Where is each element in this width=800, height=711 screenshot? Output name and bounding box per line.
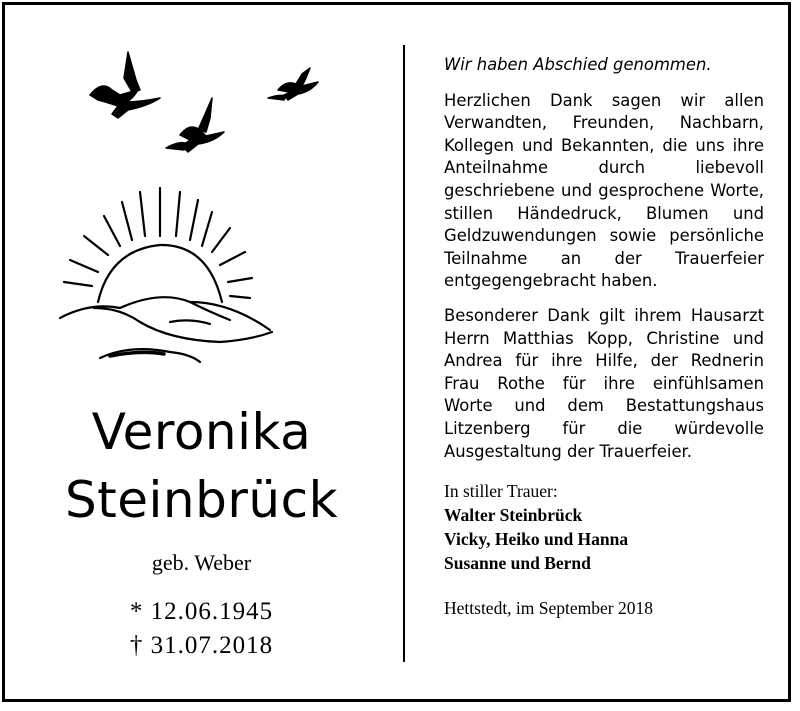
sunset-icon xyxy=(64,188,252,302)
hills-icon xyxy=(60,297,272,362)
death-date: † 31.07.2018 xyxy=(129,632,274,659)
birth-date: * 12.06.1945 xyxy=(129,598,274,625)
headline: Wir haben Abschied genommen. xyxy=(444,55,712,74)
mourner-name: Vicky, Heiko und Hanna xyxy=(444,529,629,550)
column-divider xyxy=(403,45,405,662)
mourner-name: Walter Steinbrück xyxy=(444,505,583,526)
thanks-column xyxy=(444,54,764,620)
sunset-birds-illustration xyxy=(40,40,340,380)
mourners-block xyxy=(444,479,764,575)
mourner-name: Susanne und Bernd xyxy=(444,553,591,574)
deceased-last-name: Steinbrück xyxy=(64,471,339,529)
thanks-paragraph: Herzlichen Dank sagen wir allen Verwandten, Freunden, Nachbarn, Kollegen und Bekannten, die uns ihre Anteilnahme durch liebevoll geschriebene und gesprochene Worte, stillen Händedruck, Blumen und Geldzuwendungen sowie persönliche Teilnahme an der Trauerfeier entgegengebracht haben. xyxy=(444,90,764,291)
birds-icon xyxy=(90,52,318,152)
special-thanks-paragraph: Besonderer Dank gilt ihrem Hausarzt Herrn Matthias Kopp, Christine und Andrea für ihre Hilfe, der Rednerin Frau Rothe für ihre einfühlsamen Worte und dem Bestattungshaus Litzenberg für die würdevolle Ausgestaltung der Trauerfeier. xyxy=(444,305,764,461)
maiden-name: geb. Weber xyxy=(151,550,252,575)
mourning-intro: In stiller Trauer: xyxy=(444,481,558,502)
deceased-first-name: Veronika xyxy=(91,403,312,461)
place-date: Hettstedt, im September 2018 xyxy=(444,598,653,619)
